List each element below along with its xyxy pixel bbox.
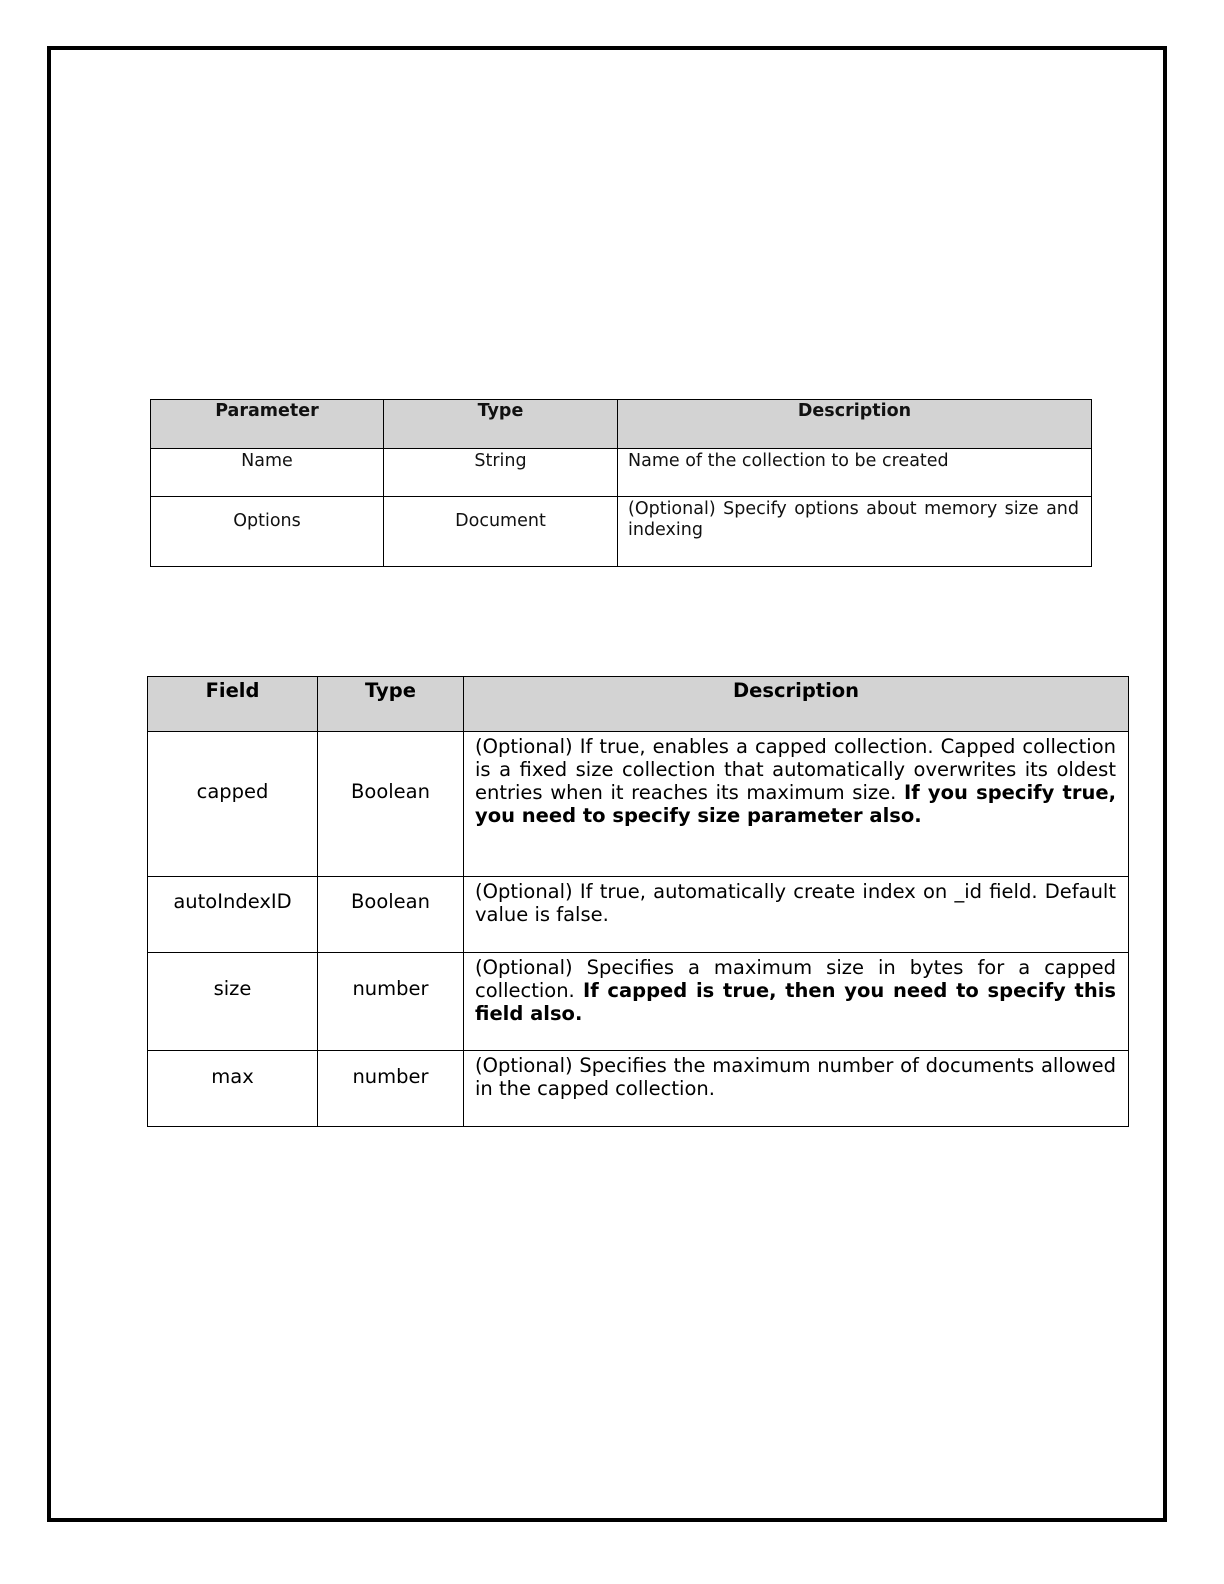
field-cell: autoIndexID — [148, 877, 318, 953]
field-cell: capped — [148, 732, 318, 877]
description-cell: (Optional) Specifies the maximum number of documents allowed in the capped collection. — [464, 1051, 1129, 1127]
type-cell: number — [318, 1051, 464, 1127]
parameter-cell: Name — [151, 449, 384, 497]
table-row — [148, 732, 1129, 877]
description-note: If you specify true, you need to specify size parameter also. — [475, 781, 1116, 827]
description-cell: Name of the collection to be created — [618, 449, 1092, 497]
description-cell: (Optional) Specify options about memory size and indexing — [618, 497, 1092, 567]
table-row — [151, 497, 1092, 567]
description-note: If capped is true, then you need to specify this field also. — [475, 979, 1117, 1025]
header-description: Description — [618, 400, 1092, 449]
table-row — [148, 1051, 1129, 1127]
type-cell: number — [318, 953, 464, 1051]
description-text: (Optional) If true, enables a capped collection. Capped collection is a fixed size collection that automatically overwrites its oldest entries when it reaches its maximum size. — [475, 735, 1116, 804]
description-cell — [464, 732, 1129, 877]
fields-table — [147, 676, 1129, 1127]
field-cell: max — [148, 1051, 318, 1127]
description-cell — [464, 953, 1129, 1051]
field-cell: size — [148, 953, 318, 1051]
parameter-cell: Options — [151, 497, 384, 567]
header-parameter: Parameter — [151, 400, 384, 449]
description-text: (Optional) Specifies a maximum size in bytes for a capped collection. — [475, 956, 1116, 1002]
table-row — [151, 449, 1092, 497]
header-field: Field — [148, 677, 318, 732]
type-cell: String — [384, 449, 618, 497]
header-description: Description — [464, 677, 1129, 732]
table-header-row — [148, 677, 1129, 732]
header-type: Type — [384, 400, 618, 449]
type-cell: Boolean — [318, 732, 464, 877]
type-cell: Document — [384, 497, 618, 567]
parameters-table — [150, 399, 1092, 567]
table-header-row — [151, 400, 1092, 449]
table-row — [148, 877, 1129, 953]
header-type: Type — [318, 677, 464, 732]
description-cell: (Optional) If true, automatically create index on _id field. Default value is false. — [464, 877, 1129, 953]
type-cell: Boolean — [318, 877, 464, 953]
table-row — [148, 953, 1129, 1051]
